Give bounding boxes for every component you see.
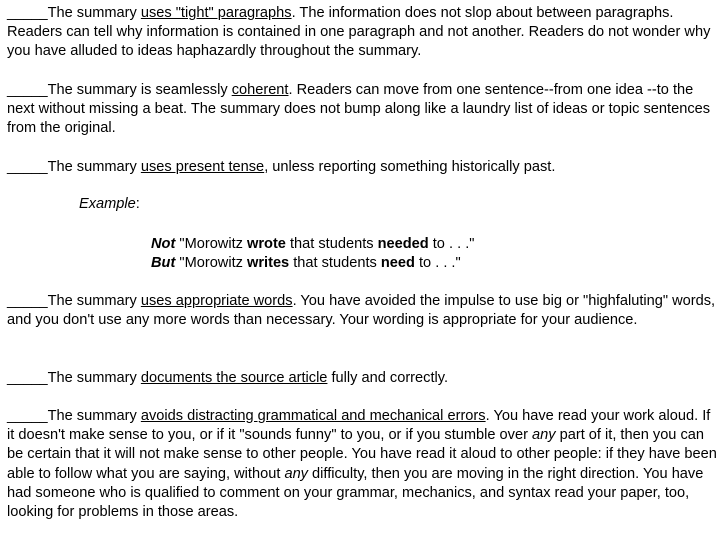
checkbox-blank: _____	[7, 293, 48, 309]
checkbox-blank: _____	[7, 82, 48, 98]
criterion-heading: uses appropriate words	[140, 293, 293, 309]
example-label: Example:	[79, 196, 140, 212]
checklist-item-appropriate-words: _____The summary uses appropriate words. You have avoided the impulse to use big or "highfaluting" words, and you don't use any more words than necessary. Your wording is appropriate for your audience.	[7, 293, 716, 329]
checkbox-blank: _____	[7, 370, 48, 386]
criterion-heading: uses "tight" paragraphs	[140, 5, 292, 21]
checklist-item-coherent: _____The summary is seamlessly coherent. Readers can move from one sentence--from one idea --to the next without missing a beat. The summary does not bump along like a laundry list of ideas or topic sentences from the original.	[7, 82, 711, 137]
criterion-heading: documents the source article	[140, 370, 328, 386]
checklist-item-tight-paragraphs: _____The summary uses "tight" paragraphs. The information does not slop about between paragraphs. Readers can tell why information is contained in one paragraph and not another. Readers do not wonder why you have alluded to ideas haphazardly throughout the summary.	[7, 5, 711, 60]
checklist-item-avoids-errors: _____The summary avoids distracting grammatical and mechanical errors. You have read your work aloud. If it doesn't make sense to you, or if it "sounds funny" to you, or if you stumble over any part of it, then you can be certain that it will not make sense to other people. You have read it aloud to other people: if they have been able to follow what you are saying, without any difficulty, then you are moving in the right direction. You have had someone who is qualified to comment on your grammar, mechanics, and syntax read your paper, too, looking for problems in those areas.	[7, 408, 717, 521]
checkbox-blank: _____	[7, 408, 48, 424]
example-not-line: Not "Morowitz wrote that students needed to . . ."	[151, 236, 475, 252]
checkbox-blank: _____	[7, 159, 48, 175]
criterion-heading: avoids distracting grammatical and mechanical errors	[140, 408, 486, 424]
example-but-line: But "Morowitz writes that students need to . . ."	[151, 255, 461, 271]
criterion-heading: uses present tense	[140, 159, 265, 175]
checkbox-blank: _____	[7, 5, 48, 21]
checklist-item-present-tense: _____The summary uses present tense, unless reporting something historically past.	[7, 159, 556, 175]
criterion-heading: coherent	[231, 82, 289, 98]
checklist-item-documents-source: _____The summary documents the source article fully and correctly.	[7, 370, 449, 386]
